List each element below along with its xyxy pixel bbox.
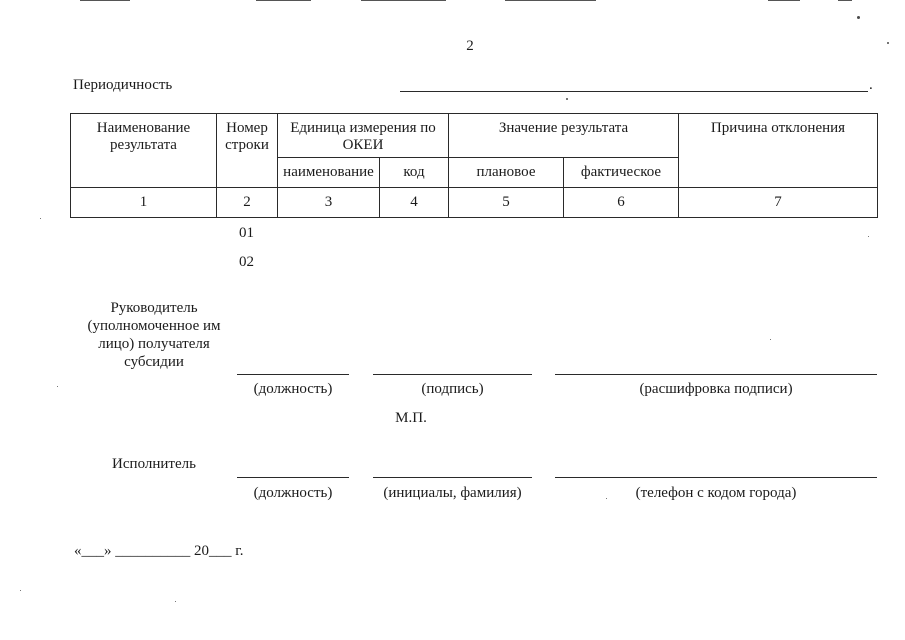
row-code: 02 (239, 254, 254, 270)
manager-label-line: Руководитель (110, 300, 198, 316)
scan-speck (20, 590, 21, 591)
header-actual: фактическое (564, 158, 679, 188)
executor-position-caption: (должность) (253, 485, 333, 501)
executor-phone-line (555, 477, 877, 478)
manager-signature-caption: (подпись) (421, 381, 484, 397)
scan-edge-fragment (256, 0, 311, 1)
scan-speck (770, 339, 771, 340)
scan-speck (857, 16, 860, 19)
header-okei-name: наименование (278, 158, 380, 188)
column-number: 4 (380, 188, 449, 218)
manager-name-line (555, 374, 877, 375)
page-number: 2 (466, 38, 474, 54)
column-number-row (71, 188, 878, 218)
scan-speck (566, 98, 568, 100)
scan-edge-fragment (838, 0, 852, 1)
header-okei-code: код (380, 158, 449, 188)
column-number: 6 (564, 188, 679, 218)
periodicity-label: Периодичность (73, 77, 173, 93)
column-number: 1 (71, 188, 217, 218)
header-result-value: Значение результата (449, 114, 679, 158)
executor-name-caption: (инициалы, фамилия) (383, 485, 522, 501)
scan-speck (887, 42, 889, 44)
manager-label-line: (уполномоченное им (87, 318, 221, 334)
column-number: 3 (278, 188, 380, 218)
executor-position-line (237, 477, 349, 478)
manager-label-line: субсидии (124, 354, 184, 370)
manager-position-caption: (должность) (253, 381, 333, 397)
results-table (70, 113, 878, 218)
scan-edge-fragment (768, 0, 800, 1)
scan-speck (868, 236, 869, 237)
scan-edge-fragment (361, 0, 446, 1)
manager-name-caption: (расшифровка подписи) (639, 381, 793, 397)
manager-position-line (237, 374, 349, 375)
scan-speck (40, 218, 41, 219)
header-line-number: Номер строки (217, 114, 278, 188)
manager-signature-line (373, 374, 532, 375)
scan-speck (175, 601, 176, 602)
executor-label: Исполнитель (112, 456, 196, 472)
executor-phone-caption: (телефон с кодом города) (635, 485, 797, 501)
stamp-label: М.П. (395, 410, 427, 426)
column-number: 2 (217, 188, 278, 218)
scan-edge-fragment (80, 0, 130, 1)
manager-label-line: лицо) получателя (98, 336, 210, 352)
header-planned: плановое (449, 158, 564, 188)
column-number: 5 (449, 188, 564, 218)
row-code: 01 (239, 225, 254, 241)
header-deviation-reason: Причина отклонения (679, 114, 878, 188)
scan-speck (57, 386, 58, 387)
scan-edge-fragment (505, 0, 596, 1)
header-result-name: Наименование результата (71, 114, 217, 188)
header-okei-unit: Единица измерения по ОКЕИ (278, 114, 449, 158)
executor-name-line (373, 477, 532, 478)
manager-label (74, 299, 234, 371)
date-line: «___» __________ 20___ г. (74, 543, 244, 559)
column-number: 7 (679, 188, 878, 218)
periodicity-end-mark: . (869, 77, 873, 93)
table-header-row (71, 114, 878, 158)
periodicity-line (400, 91, 868, 92)
